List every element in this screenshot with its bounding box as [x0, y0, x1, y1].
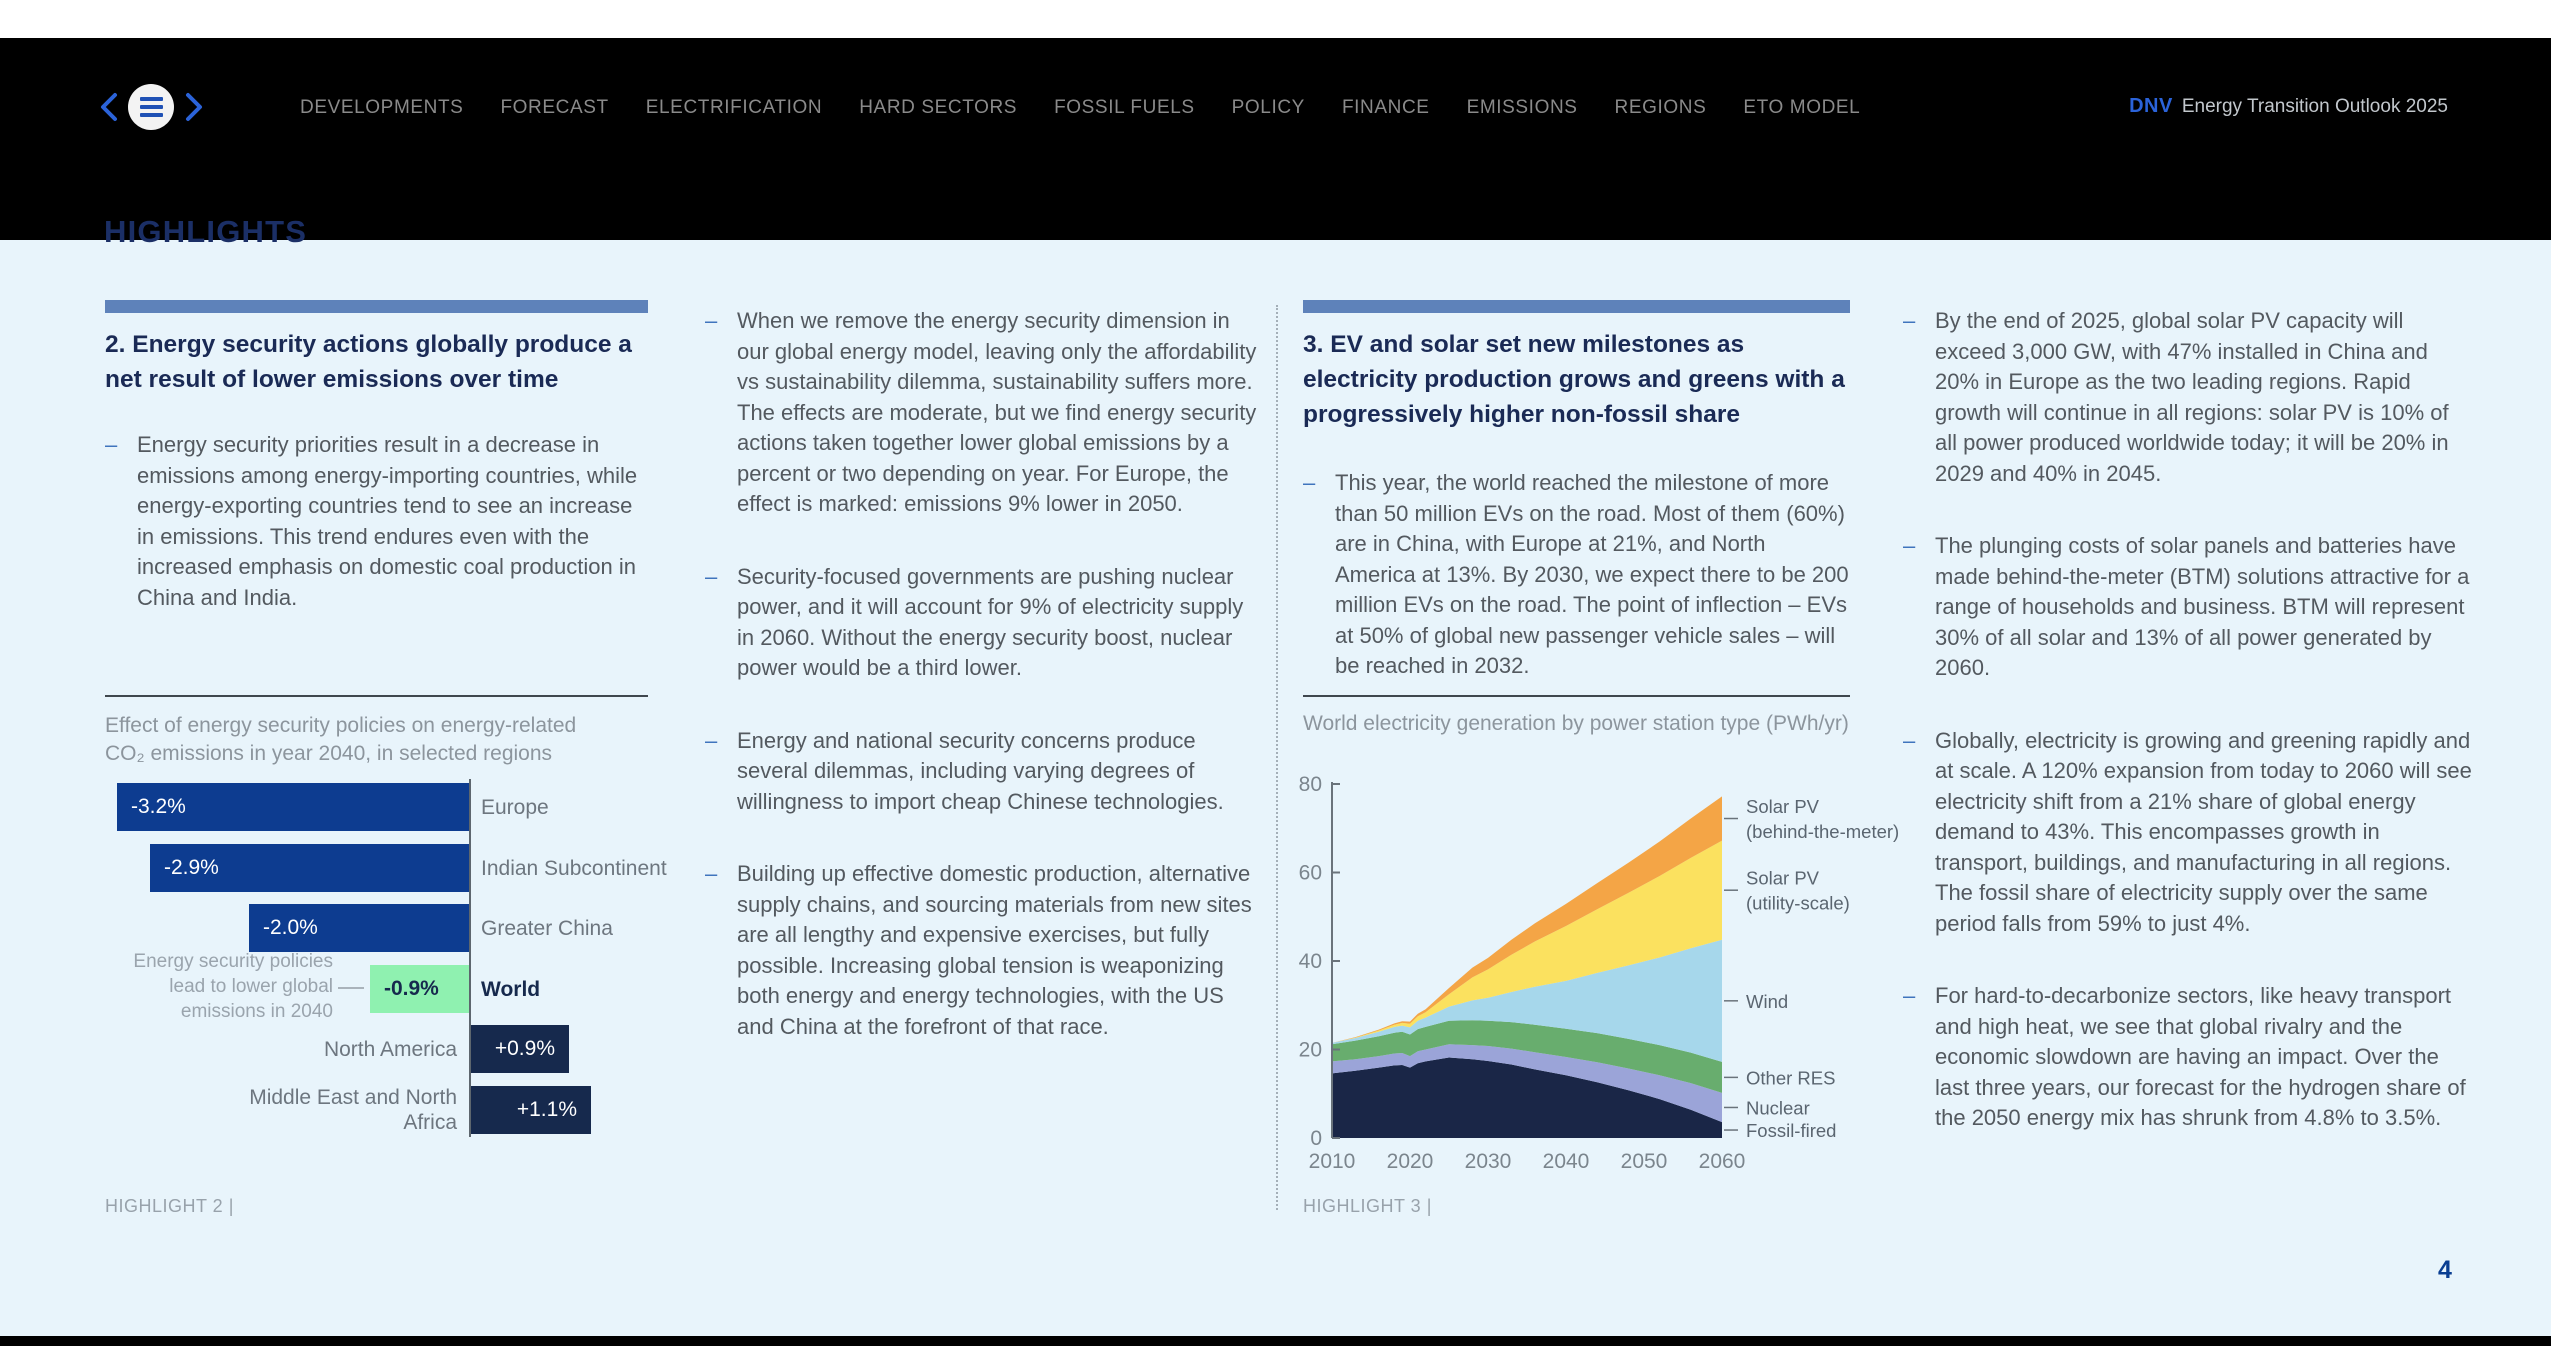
bullet-dash: –: [105, 432, 118, 457]
bar-category-label: World: [481, 977, 541, 1001]
bullet-dash: –: [1903, 983, 1916, 1008]
bottom-black-strip: [0, 1336, 2551, 1346]
bullet-item: [1903, 726, 2476, 940]
page-title: HIGHLIGHTS: [104, 214, 308, 249]
highlight-3-heading: 3. EV and solar set new milestones as electricity production grows and greens with a progressively higher non-fossil share: [1303, 331, 1845, 428]
bullet-item: [1903, 981, 2476, 1134]
brand: [2129, 95, 2448, 121]
bullet-item: [1903, 531, 2476, 684]
legend-label: Fossil-fired: [1746, 1120, 1837, 1142]
highlight-2-heading: 2. Energy security actions globally produce a net result of lower emissions over time: [105, 331, 632, 393]
highlight-2-text-column: [705, 300, 1258, 1084]
dnv-logo: DNV: [2129, 95, 2173, 117]
highlight-3-text-column: [1903, 300, 2476, 1176]
nav-item[interactable]: HARD SECTORS: [859, 97, 1018, 118]
bullet-dash: –: [705, 727, 718, 753]
highlight-2-bullets: [105, 430, 648, 655]
y-tick-label: 20: [1298, 1038, 1322, 1062]
legend-label: Solar PV: [1746, 796, 1820, 818]
nav-item[interactable]: FOSSIL FUELS: [1054, 97, 1195, 118]
brand-subtitle: Energy Transition Outlook 2025: [2181, 96, 2448, 117]
highlight-3-bullets: [1303, 468, 1850, 724]
legend-label: Other RES: [1746, 1067, 1836, 1089]
bar-category-label: Middle East and North Africa: [249, 1086, 457, 1134]
x-tick-label: 2010: [1308, 1150, 1356, 1173]
bar-value-label: -2.9%: [164, 856, 219, 879]
section-accent-bar: [1303, 300, 1850, 313]
bullet-text: By the end of 2025, global solar PV capacity will exceed 3,000 GW, with 47% installed in China and 20% in Europe as the two leading regions. Rapid growth will continue in all regions: solar PV is 10% of all power produced worldwide today; it will be 20% in 2029 and 40% in 2045.: [1935, 308, 2449, 486]
bullet-item: [705, 859, 1258, 1042]
bar-value-label: -2.0%: [263, 916, 318, 939]
bullet-text: Building up effective domestic production, alternative supply chains, and sourcing materials from new sites are all lengthy and expensive exercises, but fully possible. Increasing global tension is weaponizing both energy and energy technologies, with the US and China at the forefront of that race.: [737, 861, 1252, 1039]
x-tick-label: 2060: [1698, 1150, 1746, 1173]
area-series-wind: [1332, 940, 1722, 1062]
bullet-text: When we remove the energy security dimension in our global energy model, leaving only the affordability vs sustainability dilemma, sustainability suffers more. The effects are moderate, but we find energy security actions taken together lower global emissions by a percent or two depending on year. For Europe, the effect is marked: emissions 9% lower in 2050.: [737, 308, 1257, 516]
chart-divider-line: [1303, 695, 1850, 697]
primary-nav: [300, 93, 1860, 123]
bullet-dash: –: [1903, 727, 1916, 753]
bar-value-label: +1.1%: [516, 1098, 577, 1121]
bar-segment: [117, 783, 469, 831]
y-tick-label: 0: [1310, 1127, 1322, 1150]
bullet-text: Energy security priorities result in a decrease in emissions among energy-importing countries, while energy-exporting countries tend to see an increase in emissions. This trend endures even with the increased emphasis on domestic coal production in China and India.: [137, 432, 638, 610]
y-tick-label: 60: [1298, 861, 1322, 885]
area-series-other-res: [1332, 1020, 1722, 1093]
area-chart-caption: World electricity generation by power station type (PWh/yr): [1303, 712, 1849, 735]
bar-segment: [249, 904, 469, 952]
hamburger-icon: [140, 97, 163, 101]
area-series-fossil-fired: [1332, 1058, 1722, 1139]
bar-category-label: Europe: [481, 795, 549, 819]
nav-item[interactable]: ETO MODEL: [1743, 97, 1861, 118]
bar-segment: [370, 965, 469, 1013]
bullet-dash: –: [1903, 308, 1916, 333]
bar-axis-line: [469, 779, 471, 1137]
column-divider: [1276, 305, 1278, 1210]
bullet-item: [1303, 468, 1850, 682]
bullet-text: Energy and national security concerns produce several dilemmas, including varying degrees of willingness to import cheap Chinese technologies.: [737, 727, 1224, 814]
bar-segment: [150, 844, 469, 892]
x-tick-label: 2020: [1386, 1150, 1434, 1173]
nav-item[interactable]: POLICY: [1231, 97, 1305, 118]
bullet-item: [1903, 306, 2476, 489]
page-number: 4: [2438, 1256, 2452, 1284]
x-tick-label: 2040: [1542, 1150, 1590, 1173]
bullet-text: Globally, electricity is growing and greening rapidly and at scale. A 120% expansion from today to 2060 will see electricity shift from a 21% share of global energy demand to 43%. This encompasses growth in transport, buildings, and manufacturing in all regions. The fossil share of electricity supply over the same period falls from 59% to just 4%.: [1935, 727, 2472, 936]
previous-page-arrow-icon[interactable]: [98, 91, 120, 123]
x-tick-label: 2050: [1620, 1150, 1668, 1173]
bar-category-label: Greater China: [481, 916, 613, 940]
bullet-text: This year, the world reached the milestone of more than 50 million EVs on the road. Most of them (60%) are in China, with Europe at 21%, and North America at 13%. By 2030, we expect there to be 200 million EVs on the road. The point of inflection – EVs at 50% of global new passenger vehicle sales – will be reached in 2032.: [1335, 470, 1849, 678]
menu-button[interactable]: [128, 84, 174, 130]
bar-segment: [470, 1086, 591, 1134]
nav-item[interactable]: DEVELOPMENTS: [300, 97, 464, 118]
legend-label: Nuclear: [1746, 1097, 1810, 1119]
bullet-item: [705, 562, 1258, 684]
area-series-nuclear: [1332, 1044, 1722, 1122]
nav-item[interactable]: EMISSIONS: [1466, 97, 1578, 118]
legend-label: Solar PV: [1746, 867, 1820, 889]
bar-annotation: Energy security policies lead to lower global emissions in 2040: [133, 951, 333, 1022]
bar-chart-caption: Effect of energy security policies on energy-related CO₂ emissions in year 2040, in selected regions: [105, 714, 577, 765]
bullet-item: [705, 726, 1258, 818]
nav-item[interactable]: ELECTRIFICATION: [645, 97, 823, 118]
energy-security-bar-chart: [105, 781, 667, 1141]
nav-item[interactable]: FINANCE: [1341, 97, 1430, 118]
nav-item[interactable]: REGIONS: [1614, 97, 1707, 118]
bar-segment: [470, 1025, 569, 1073]
electricity-generation-area-chart: [1296, 770, 1916, 1182]
bar-category-label: North America: [323, 1037, 457, 1061]
bullet-dash: –: [705, 308, 718, 333]
next-page-arrow-icon[interactable]: [183, 91, 205, 123]
area-series-solar-pv-utility-scale-: [1332, 841, 1722, 1043]
legend-label: (behind-the-meter): [1746, 821, 1900, 843]
bar-value-label: -3.2%: [131, 795, 186, 818]
bullet-dash: –: [1303, 470, 1316, 495]
y-tick-label: 40: [1298, 950, 1322, 973]
bullet-item: [705, 306, 1258, 520]
bullet-item: [105, 430, 648, 613]
bullet-text: For hard-to-decarbonize sectors, like heavy transport and high heat, we see that global rivalry and the economic slowdown are having an impact. Over the last three years, our forecast for the hydrogen share of the 2050 energy mix has shrunk from 4.8% to 3.5%.: [1935, 983, 2466, 1130]
y-tick-label: 80: [1298, 773, 1322, 796]
header-bar: [0, 38, 2551, 249]
bar-category-label: Indian Subcontinent: [481, 856, 667, 880]
x-tick-label: 2030: [1464, 1150, 1512, 1173]
bar-value-label: -0.9%: [384, 977, 439, 1000]
section-accent-bar: [105, 300, 648, 313]
legend-label: Wind: [1746, 990, 1789, 1012]
highlight-2-footer: HIGHLIGHT 2 |: [105, 1196, 234, 1216]
area-series-solar-pv-behind-the-meter-: [1332, 796, 1722, 1043]
legend-label: (utility-scale): [1746, 892, 1850, 914]
bullet-dash: –: [705, 563, 718, 589]
bullet-text: Security-focused governments are pushing nuclear power, and it will account for 9% of electricity supply in 2060. Without the energy security boost, nuclear power would be a third lower.: [737, 563, 1244, 680]
top-white-strip: [0, 0, 2551, 38]
nav-item[interactable]: FORECAST: [500, 97, 609, 118]
highlight-3-footer: HIGHLIGHT 3 |: [1303, 1196, 1432, 1216]
area-chart-svg: [1296, 770, 1916, 1182]
chart-divider-line: [105, 695, 648, 697]
bar-value-label: +0.9%: [494, 1037, 555, 1060]
annotation-connector-line: [338, 987, 364, 989]
bullet-dash: –: [1903, 533, 1916, 558]
bullet-dash: –: [705, 861, 718, 886]
bullet-text: The plunging costs of solar panels and batteries have made behind-the-meter (BTM) solutions attractive for a range of households and business. BTM will represent 30% of all solar and 13% of all power generated by 2060.: [1935, 533, 2470, 680]
